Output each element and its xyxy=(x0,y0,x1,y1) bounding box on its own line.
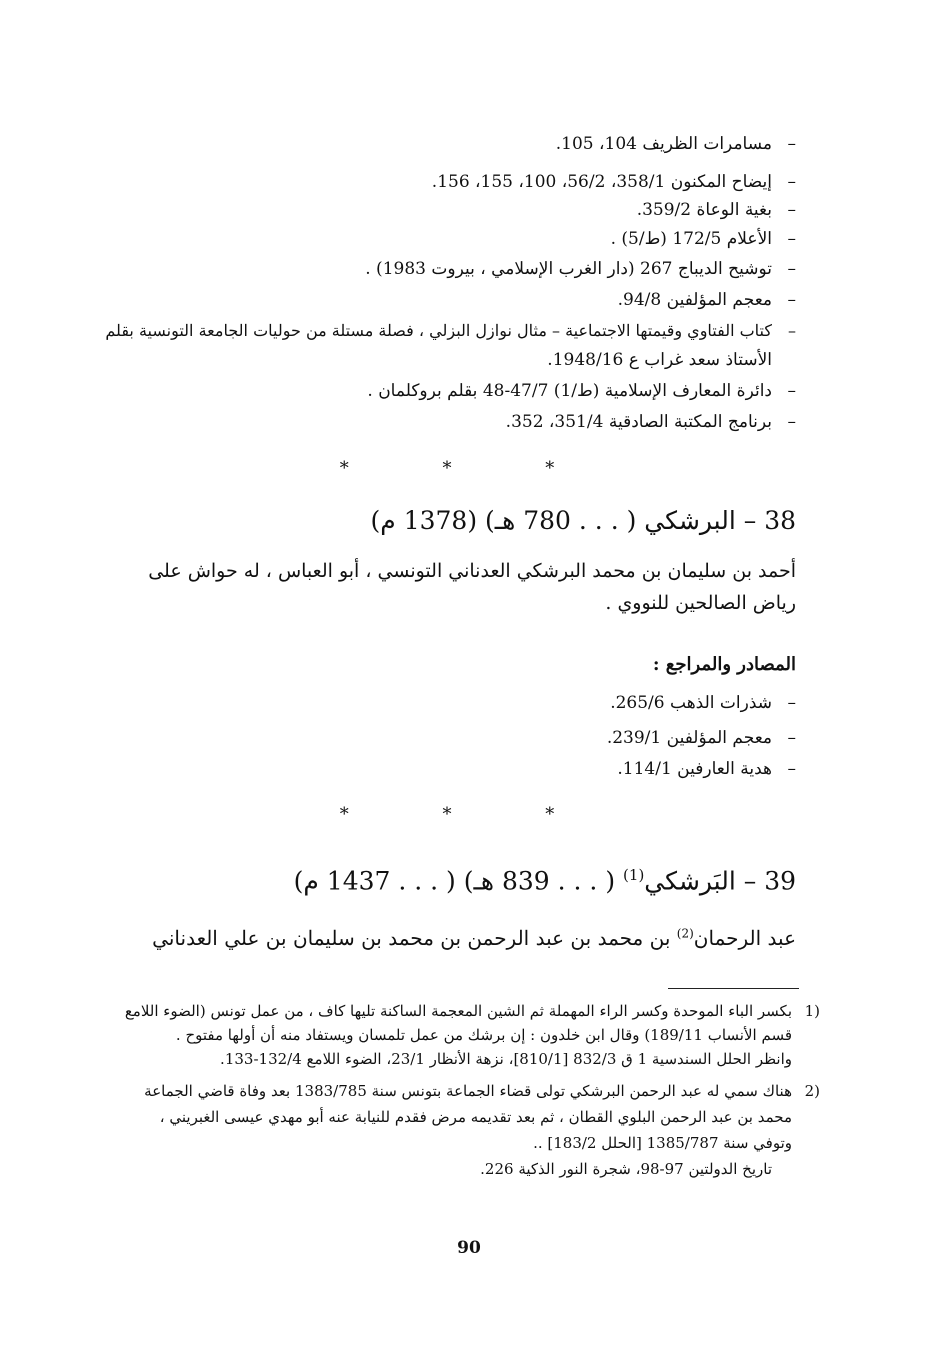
footnote-line: قسم الأنساب 189/11) وقال ابن خلدون : إن برشك من عمل تلمسان ويستفاد منه أن أولها مفتوح . xyxy=(175,1026,792,1044)
footnote-rule xyxy=(668,988,799,989)
footnote-line: وتوفي سنة 1385/787 [الحلل 183/2] .. xyxy=(533,1134,792,1152)
list-item-continuation: الأستاذ سعد غراب ع 1948/16. xyxy=(547,350,772,370)
footnote-ref: (2) xyxy=(676,926,694,941)
footnote-line: تاريخ الدولتين 97-98، شجرة النور الذكية 226. xyxy=(480,1160,772,1178)
sources-heading: المصادر والمراجع : xyxy=(652,654,796,675)
section-separator: * * * xyxy=(339,458,599,479)
page-number: 90 xyxy=(457,1238,481,1258)
entry-38-body: رياض الصالحين للنووي . xyxy=(605,592,796,614)
section-separator: * * * xyxy=(339,804,599,825)
list-item: –هدية العارفين 114/1. xyxy=(617,759,796,779)
entry-39-title: 39 – البَرشكي$^{(1)}$ ( . . . 839 هـ) ( . . . 1437 م) xyxy=(293,866,796,896)
footnote-number: 2) xyxy=(804,1082,820,1100)
entry-38-title: 38 – البرشكي ( . . . 780 هـ) (1378 م) xyxy=(370,506,796,535)
list-item: –معجم المؤلفين 239/1. xyxy=(606,728,796,748)
list-item: –توشيح الديباج 267 (دار الغرب الإسلامي ، بيروت 1983) . xyxy=(365,259,796,279)
footnote-number: 1) xyxy=(804,1002,820,1020)
footnote-line: محمد بن عبد الرحمن البلوي القطان ، ثم بعد تقديمه مرض فقدم للنيابة عنه أبو مهدي عيسى الغبريني ، xyxy=(159,1108,792,1126)
footnote-line: هناك سمي له عبد الرحمن البرشكي تولى قضاء الجماعة بتونس سنة 1383/785 بعد وفاة قاضي الجماعة xyxy=(144,1082,792,1100)
list-item: –شذرات الذهب 265/6. xyxy=(610,693,796,713)
list-item: –إيضاح المكنون 358/1، 56/2، 100، 155، 156. xyxy=(431,172,796,192)
list-item: –معجم المؤلفين 94/8. xyxy=(617,290,796,310)
footnote-line: بكسر الباء الموحدة وكسر الراء المهملة ثم الشين المعجمة الساكنة تليها كاف ، من عمل تونس (الضوء اللامع xyxy=(124,1002,792,1020)
list-item: –بغية الوعاة 359/2. xyxy=(636,200,796,220)
list-item: –الأعلام 172/5 (ط/5) . xyxy=(610,229,796,249)
list-item: –برنامج المكتبة الصادقية 351/4، 352. xyxy=(505,412,796,432)
list-item: –دائرة المعارف الإسلامية (ط/1) 47/7-48 بقلم بروكلمان . xyxy=(367,381,796,401)
list-item: –مسامرات الظريف 104، 105. xyxy=(555,134,796,154)
footnote-line: وانظر الحلل السندسية 1 ق 832/3 [810/1]، نزهة الأنظار 23/1، الضوء اللامع 132/4-133. xyxy=(220,1050,792,1068)
entry-39-body: عبد الرحمان$^{(2)}$ بن محمد بن عبد الرحمن بن محمد بن سليمان بن علي العدناني xyxy=(152,926,796,950)
list-item: –كتاب الفتاوي وقيمتها الاجتماعية – مثال نوازل البزلي ، فصلة مستلة من حوليات الجامعة التونسية بقلم xyxy=(105,321,796,340)
entry-38-body: أحمد بن سليمان بن محمد البرشكي العدناني التونسي ، أبو العباس ، له حواش على xyxy=(148,560,796,582)
footnote-ref: (1) xyxy=(623,866,645,884)
